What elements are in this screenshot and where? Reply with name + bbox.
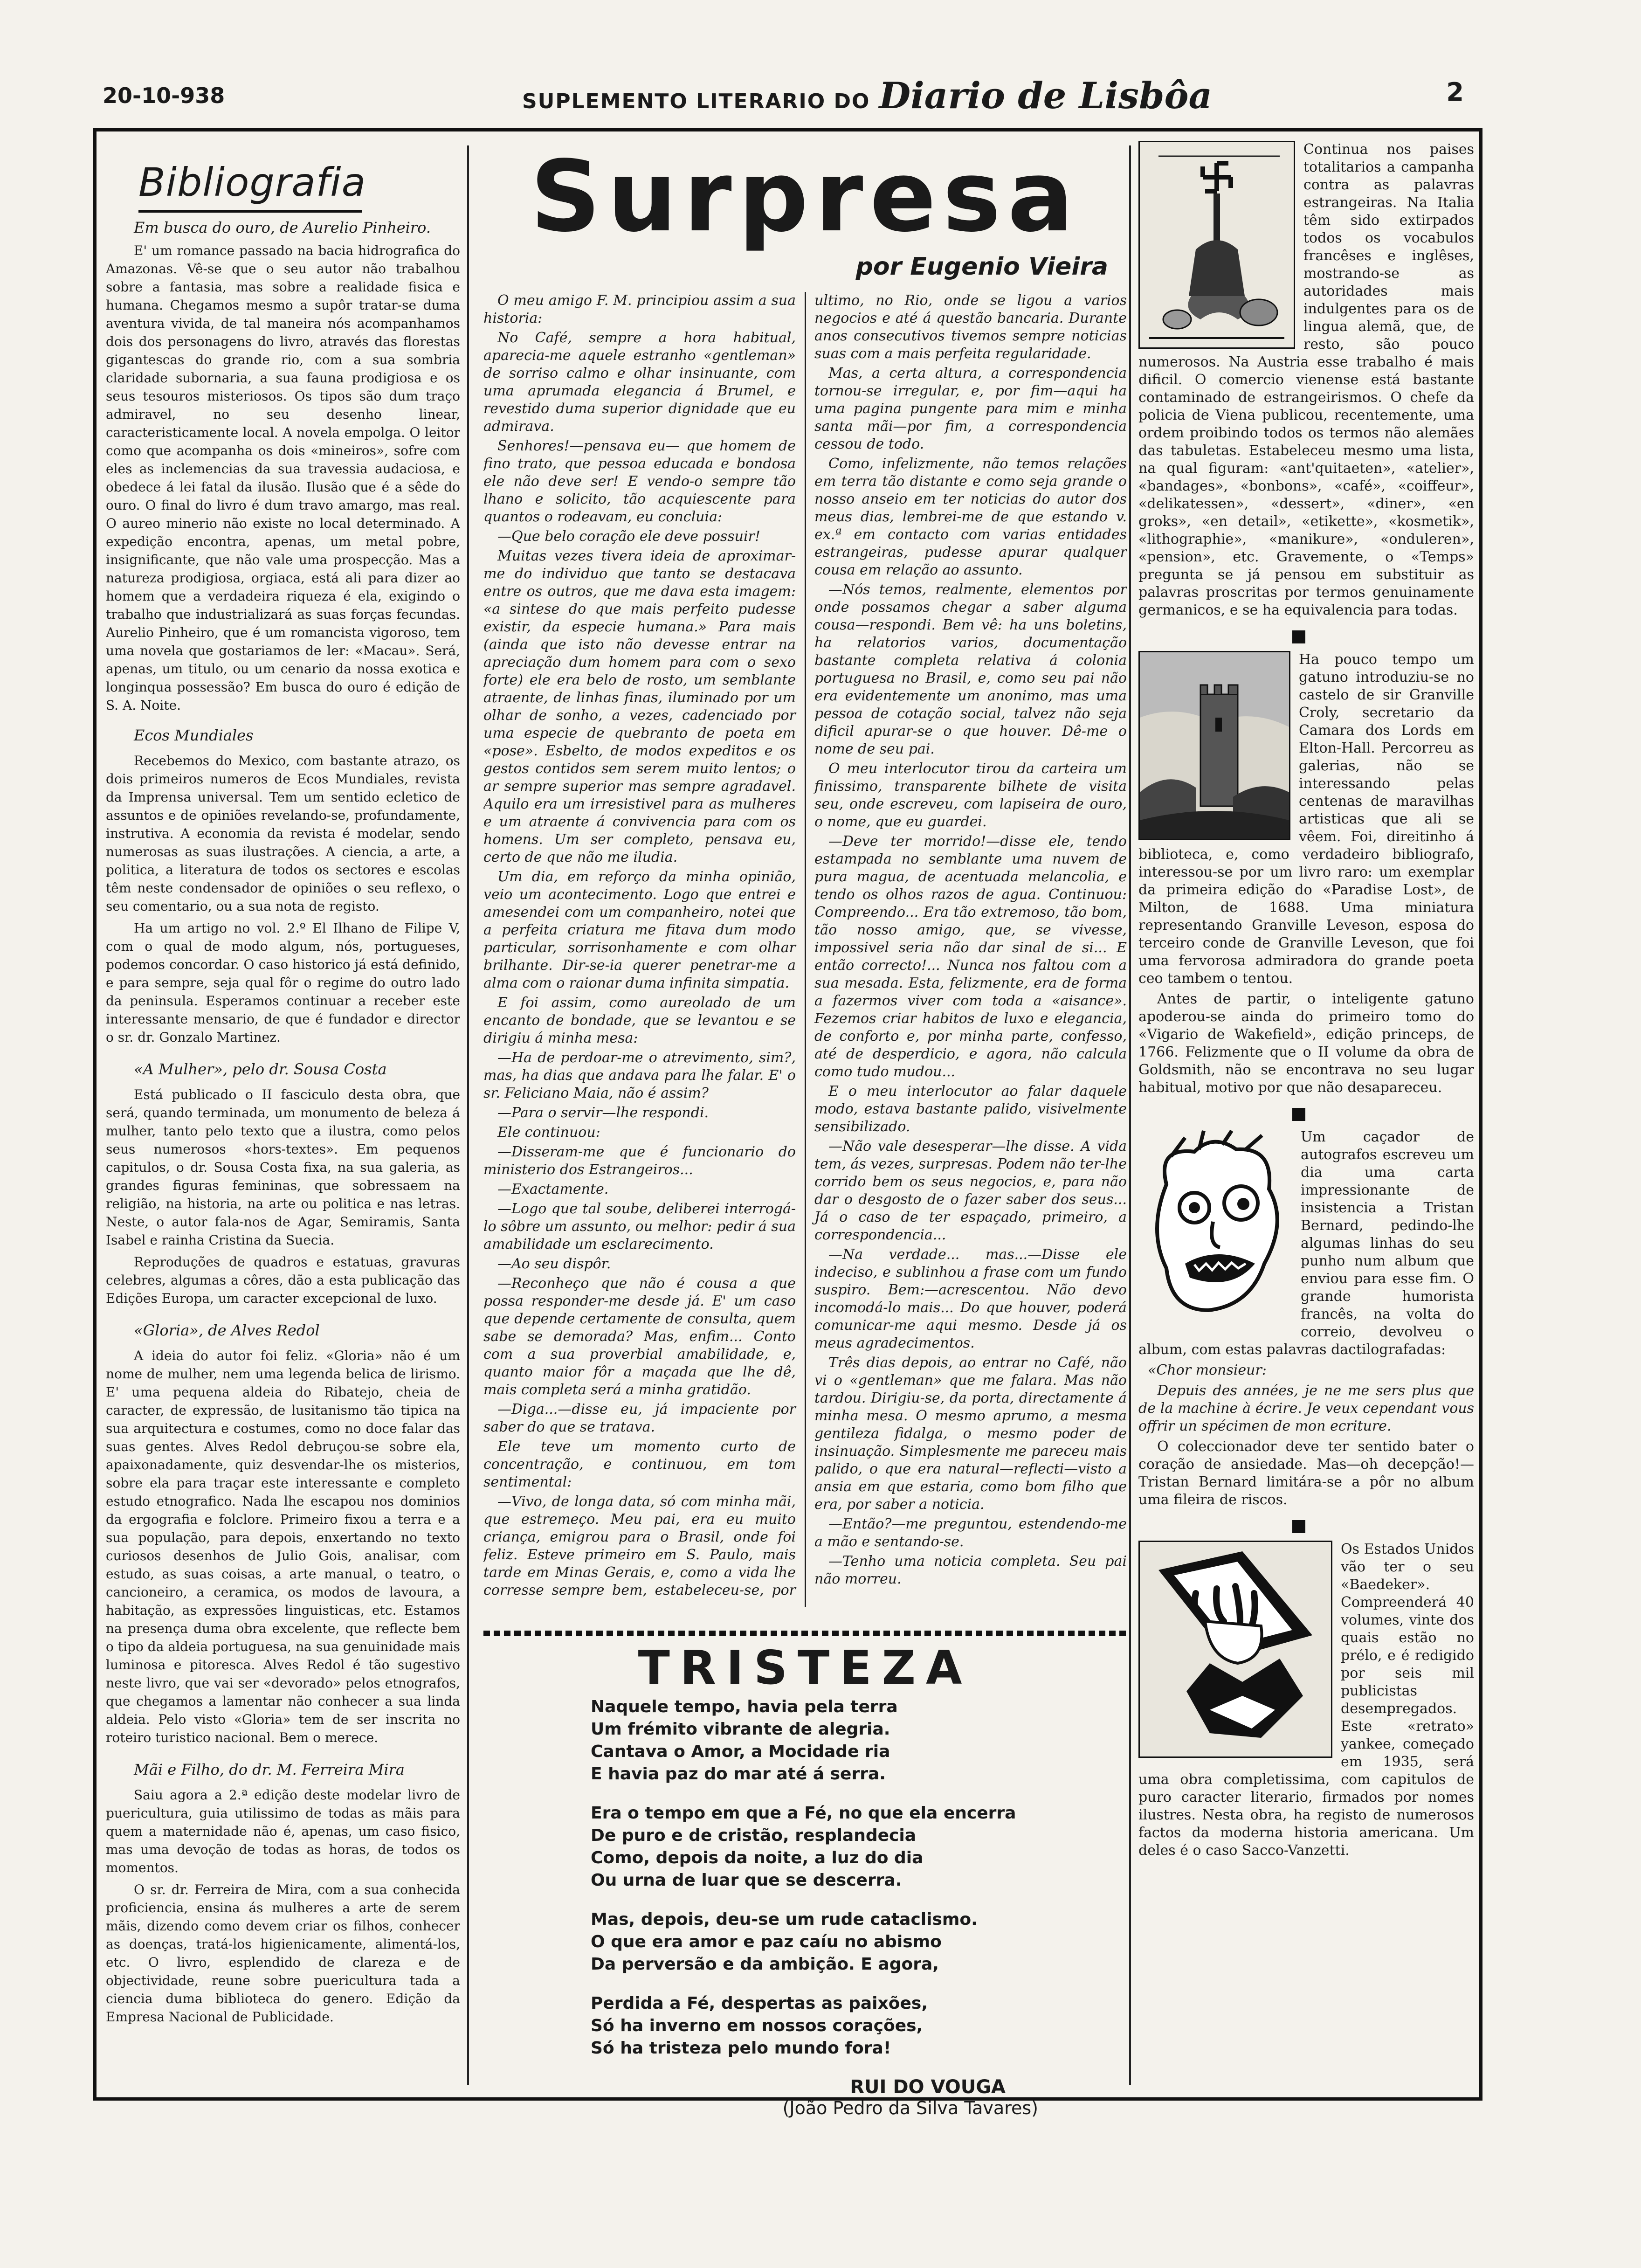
- hands-puppet-icon: [1140, 1542, 1331, 1756]
- article-paragraph: Mas, a certa altura, a correspondencia tornou-se irregular, e, por fim—aqui ha uma pagina pungente para mim e minha santa mãi—por fim, a correspondencia cessou de todo.: [814, 365, 1127, 452]
- note-block: [1138, 651, 1474, 1097]
- review-title: «A Mulher», pelo dr. Sousa Costa: [134, 1060, 387, 1078]
- article-paragraph: —Reconheço que não é cousa a que possa responder-me desde já. E' um caso que depende certamente de consulta, quem sabe se demorada? Mas, enfim... Conto com a sua proverbial amabilidade, e, quanto maior fôr a maçada que lhe dê, mais completa será a minha gratidão.: [483, 1275, 796, 1398]
- poem-line: Era o tempo em que a Fé, no que ela encerra: [591, 1804, 1016, 1823]
- page-number: 2: [1446, 77, 1464, 107]
- poem-line: Ou urna de luar que se descerra.: [591, 1871, 902, 1890]
- swastika-statue-icon: [1140, 142, 1294, 347]
- tristeza-poem: [483, 1640, 1127, 2118]
- square-bullet: [1292, 630, 1305, 643]
- article-paragraph: —Então?—me preguntou, estendendo-me a mão e sentando-se.: [814, 1516, 1127, 1550]
- poem-line: E havia paz do mar até á serra.: [591, 1764, 886, 1784]
- article-body: [483, 292, 1127, 1607]
- note-block: [1138, 1128, 1474, 1509]
- column-rule: [467, 145, 469, 2085]
- article-title: Surpresa: [530, 141, 1080, 254]
- poem-line: Um frémito vibrante de alegria.: [591, 1720, 890, 1739]
- note-paragraph: Continua nos paises totalitarios a campanha contra as palavras estrangeiras. Na Italia têm sido extirpados todos os vocabulos francêses e inglêses, mostrando-se as autoridades mais indulgentes para os de lingua alemã, que, de resto, são pouco numerosos. Na Austria esse trabalho é mais dificil. O comercio vienense está bastante contaminado de estrangeirismos. O chefe da policia de Viena publicou, recentemente, uma ordem proibindo todos os termos não alemães das tabuletas. Estabeleceu mesmo uma lista, na qual figuram: «ant'quitaeten», «atelier», «bandages», «bonbons», «café», «coiffeur», «delikatessen», «dessert», «diner», «en groks», «en detail», «etikette», «kosmetik», «lithographie», «manikure», «onduleren», «pension», etc. Gravemente, o «Temps» pregunta se já pensou em substituir as palavras proscritas por termos genuinamente germanicos, e se ha equivalencia para todas.: [1138, 141, 1474, 618]
- review-paragraph: Está publicado o II fasciculo desta obra, que será, quando terminada, um monumento de beleza á mulher, tanto pelo texto que a ilustra, como pelos seus numerosos «hors-textes». Em pequenos capitulos, o dr. Sousa Costa fixa, na sua galeria, as grandes figuras femininas, que sobressaem na religião, na historia, na arte ou politica e nas letras. Neste, o autor fala-nos de Agar, Semiramis, Santa Isabel e rainha Cristina da Suecia.: [106, 1087, 460, 1248]
- note-quote: «Chor monsieur:: [1148, 1362, 1267, 1378]
- article-paragraph: —Diga...—disse eu, já impaciente por saber do que se tratava.: [483, 1401, 796, 1435]
- review-title: Mãi e Filho, do dr. M. Ferreira Mira: [134, 1761, 405, 1778]
- newspaper-name: Diario de Lisbôa: [879, 75, 1213, 117]
- poem-line: Mas, depois, deu-se um rude cataclismo.: [591, 1910, 978, 1929]
- notes-column: [1138, 141, 1474, 2090]
- review-paragraph: Recebemos do Mexico, com bastante atrazo, os dois primeiros numeros de Ecos Mundiales, revista da Imprensa universal. Tem um sentido ecletico de assuntos e de opiniões revelando-se, profundamente, instrutiva. A economia da revista é modelar, sendo numerosas as suas ilustrações. A ciencia, a arte, a politica, a literatura de todos os sectores e escolas têm neste condensador de opiniões o seu reflexo, o seu comentario, ou a sua nota de registo.: [106, 753, 460, 914]
- article-paragraph: —Deve ter morrido!—disse ele, tendo estampada no semblante uma nuvem de pura magua, de acentuada melancolia, e tendo os olhos razos de agua. Continuou: Compreendo... Era tão extremoso, tão bom, tão nosso amigo, que, se vivesse, impossivel seria não dar sinal de si... E então correcto!... Nunca nos faltou com a sua mesada. Esta, felizmente, era de forma a fazermos viver com toda a «aisance». Fezemos criar habitos de luxo e elegancia, de conforto e, por minha parte, confesso, até de desperdicio, e agora, não calcula como tudo mudou...: [814, 833, 1127, 1080]
- note-paragraph: Ha pouco tempo um gatuno introduziu-se no castelo de sir Granville Croly, secretario da Camara dos Lords em Elton-Hall. Percorreu as galerias, não se interessando pelas centenas de maravilhas artisticas que ali se vêem. Foi, direitinho á biblioteca, e, como verdadeiro bibliografo, interessou-se por um livro raro: um exemplar da primeira edição do «Paradise Lost», de Milton, de 1688. Uma miniatura representando Granville Leveson, esposa do terceiro conde de Granville Leveson, que foi uma fervorosa admiradora do grande poeta ceo tambem o tentou.: [1138, 651, 1474, 987]
- review-paragraph: Reproduções de quadros e estatuas, gravuras celebres, algumas a côres, dão a esta publicação das Edições Europa, um caracter excepcional de luxo.: [106, 1254, 460, 1306]
- article-paragraph: —Tenho uma noticia completa. Seu pai não morreu.: [814, 1553, 1127, 1587]
- article-paragraph: —Disseram-me que é funcionario do ministerio dos Estrangeiros...: [483, 1144, 796, 1178]
- caricature-face-icon: [1138, 1128, 1292, 1324]
- article-paragraph: No Café, sempre a hora habitual, aparecia-me aquele estranho «gentleman» de sorriso calmo e olhar insinuante, com uma aprumada elegancia á Brumel, e revestido duma superior dignidade que eu admirava.: [483, 330, 796, 435]
- surpresa-article: [483, 141, 1127, 1624]
- poem-line: Só ha inverno em nossos corações,: [591, 2016, 923, 2035]
- caricature-illustration: [1138, 1128, 1292, 1324]
- article-paragraph: Senhores!—pensava eu— que homem de fino trato, que pessoa educada e bondosa ele não deve ser! E vendo-o sempre tão lhano e solicito, tão acquiescente para quantos o rodeavam, eu concluia:: [483, 438, 796, 525]
- article-paragraph: —Para o servir—lhe respondi.: [497, 1105, 709, 1121]
- article-paragraph: —Ao seu dispôr.: [497, 1256, 611, 1272]
- poem-title: TRISTEZA: [638, 1640, 972, 1695]
- note-paragraph: Um caçador de autografos escreveu um dia uma carta impressionante de insistencia a Tristan Bernard, pedindo-lhe algumas linhas do seu punho num album que enviou para esse fim. O grande humorista francês, na volta do correio, devolveu o album, com estas palavras dactilografadas:: [1138, 1129, 1474, 1358]
- article-paragraph: O meu interlocutor tirou da carteira um finissimo, transparente bilhete de visita seu, onde escreveu, com lapiseira de ouro, o nome, que eu guardei.: [814, 761, 1127, 830]
- masthead: [84, 70, 1473, 131]
- review-paragraph: A ideia do autor foi feliz. «Gloria» não é um nome de mulher, nem uma legenda belica de lirismo. E' uma pequena aldeia do Ribatejo, cheia de caracter, de expressão, de lusitanismo tão tipica na sua arquitectura e costumes, como no doce falar das suas gentes. Alves Redol debruçou-se sobre ela, apaixonadamente, quiz desvendar-lhe os misterios, sobre ela para traçar este interessante e completo estudo etnografico. Nada lhe escapou nos dominios da ergografia e folclore. Primeiro fixou a terra e a sua população, para depois, enxertando no texto curiosos desenhos de Julio Gois, analisar, com estudo, as suas coisas, a arte manual, o teatro, o cancioneiro, a ceramica, os modos de lavoura, a habitação, as expressões linguisticas, etc. Estamos na presença duma obra excelente, que reflecte bem o tipo da aldeia portuguesa, na sua genuinidade mais luminosa e pitoresca. Alves Redol é tão sugestivo neste livro, que vai ser «devorado» pelos etnografos, que chegamos a lamentar não conhecer a sua linda aldeia. Pelo visto «Gloria» tem de ser inscrita no roteiro turistico nacional. Bem o merece.: [106, 1348, 460, 1745]
- article-paragraph: —Na verdade... mas...—Disse ele indeciso, e sublinhou a frase com um fundo suspiro. Bem:—acrescentou. Não devo incomodá-lo mais... Do que houver, poderá comunicar-me aqui mesmo. Desde já os meus agradecimentos.: [814, 1246, 1127, 1351]
- poem-line: De puro e de cristão, resplandecia: [591, 1826, 917, 1845]
- article-paragraph: —Não vale desesperar—lhe disse. A vida tem, ás vezes, surpresas. Podem não ter-lhe corrido bem os seus negocios, e, para não dar o desgosto de o fazer saber dos seus... Já o caso de ter espaçado, primeiro, a correspondencia...: [814, 1138, 1127, 1243]
- article-paragraph: —Ha de perdoar-me o atrevimento, sim?, mas, ha dias que andava para lhe falar. E' o sr. Feliciano Maia, não é assim?: [483, 1050, 796, 1101]
- dotted-separator: [483, 1631, 1127, 1636]
- article-paragraph: —Vivo, de longa data, só com minha mãi, que estremeço. Meu pai, era eu muito criança, emigrou para o Brasil, onde foi feliz. Esteve primeiro em S. Paulo, mais tarde em Minas Gerais, e, como a vida lhe corresse sempre bem, estabeleceu-se, por ultimo, no Rio, onde se ligou a varios negocios e até á questão bancaria. Durante anos consecutivos tivemos sempre noticias suas com a mais perfeita regularidade.: [483, 292, 1127, 1598]
- note-block: [1138, 141, 1474, 619]
- supplement-label: SUPLEMENTO LITERARIO DO: [522, 90, 870, 113]
- poem-line: Como, depois da noite, a luz do dia: [591, 1848, 924, 1867]
- castle-illustration: [1138, 651, 1290, 840]
- article-paragraph: Três dias depois, ao entrar no Café, não vi o «gentleman» que me falara. Mas não tardou. Dirigiu-se, da porta, directamente á minha mesa. O mesmo aprumo, a mesma gentileza fidalga, o mesmo poder de insinuação. Simplesmente me pareceu mais palido, o que era natural—reflecti—visto a ansia em que estaria, como bom filho que era, por saber a noticia.: [814, 1355, 1127, 1513]
- poem-stanza: [591, 1696, 1127, 1785]
- poem-line: Da perversão e da ambição. E agora,: [591, 1955, 939, 1974]
- note-paragraph: O coleccionador deve ter sentido bater o coração de ansiedade. Mas—oh decepção!—Tristan Bernard limitára-se a pôr no album uma fileira de riscos.: [1138, 1438, 1474, 1508]
- note-paragraph: Antes de partir, o inteligente gatuno apoderou-se ainda do primeiro tomo do «Vigario de Wakefield», edição princeps, de 1766. Felizmente que o II volume da obra de Goldsmith, não se encontrava no seu lugar habitual, motivo por que não desapareceu.: [1138, 991, 1474, 1096]
- article-paragraph: Ele teve um momento curto de concentração, e continuou, em tom sentimental:: [483, 1438, 796, 1490]
- article-paragraph: E foi assim, como aureolado de um encanto de bondade, que se levantou e se dirigiu á minha mesa:: [483, 995, 796, 1046]
- poem-stanza: [591, 1908, 1127, 1976]
- note-block: [1138, 1541, 1474, 1860]
- bibliografia-column: [106, 141, 460, 2090]
- poem-line: Perdida a Fé, despertas as paixões,: [591, 1994, 928, 2013]
- article-paragraph: Um dia, em reforço da minha opinião, veio um acontecimento. Logo que entrei e amesendei com um companheiro, notei que a perfeita criatura me fitava dum modo particular, sorrisonhamente e com olhar brilhante. Dir-se-ia querer penetrar-me a alma com o raionar duma infinita simpatia.: [483, 869, 796, 991]
- article-paragraph: —Que belo coração ele deve possuir!: [497, 528, 760, 545]
- note-quote: Depuis des années, je ne me sers plus que de la machine à écrire. Je veux cependant vous offrir un spécimen de mon ecriture.: [1138, 1383, 1474, 1434]
- poem-line: Cantava o Amor, a Mocidade ria: [591, 1742, 890, 1761]
- article-paragraph: Muitas vezes tivera ideia de aproximar-me do individuo que tanto se destacava entre os outros, que me dava esta imagem: «a sintese do que mais perfeito pudesse existir, da especie humana.» Para mais (ainda que isto não devesse entrar na apreciação dum homem para com o sexo forte) ele era belo de rosto, um semblante atraente, de linhas finas, iluminado por um olhar de sonho, a vezes, cadenciado por uma especie de quebranto de poeta em «pose». Esbelto, de modos expeditos e os gestos contidos sem serem muito lentos; o ar sempre superior mas sempre agradavel. Aquilo era um irresistivel para as mulheres e um atraente á convivencia para com os homens. Um ser completo, pensava eu, certo de que não me iludia.: [483, 548, 796, 865]
- poem-stanza: [591, 1992, 1127, 2060]
- poem-line: Só ha tristeza pelo mundo fora!: [591, 2039, 891, 2058]
- article-byline: por Eugenio Vieira: [855, 253, 1108, 281]
- poem-stanzas: [483, 1696, 1127, 2060]
- poem-author: RUI DO VOUGA: [850, 2076, 1006, 2098]
- note-paragraph: Os Estados Unidos vão ter o seu «Baedeker». Compreenderá 40 volumes, vinte dos quais estão no prélo, e é redigido por seis mil publicistas desempregados. Este «retrato» yankee, começado em 1935, será uma obra completissima, com capitulos de puro caracter literario, firmados por nomes ilustres. Nesta obra, ha registo de numerosos factos da moderna historia americana. Um deles é o caso Sacco-Vanzetti.: [1138, 1541, 1474, 1859]
- review-paragraph: Ha um artigo no vol. 2.º El Ilhano de Filipe V, com o qual de modo algum, nós, portugueses, podemos concordar. O caso historico já está definido, e para sempre, seja qual fôr o regime do outro lado da peninsula. Esperamos continuar a receber este interessante mensario, de que é fundador e director o sr. dr. Gonzalo Martinez.: [106, 920, 460, 1045]
- review-paragraph: Saiu agora a 2.ª edição deste modelar livro de puericultura, guia utilissimo de todas as mãis para quem a maternidade não é, apenas, um caso fisico, mas uma devoção de todas as horas, de todos os momentos.: [106, 1787, 460, 1875]
- poem-line: Naquele tempo, havia pela terra: [591, 1697, 898, 1716]
- article-paragraph: E o meu interlocutor ao falar daquele modo, estava bastante palido, visivelmente sensibilizado.: [814, 1083, 1127, 1135]
- article-paragraph: —Nós temos, realmente, elementos por onde possamos chegar a saber alguma cousa—respondi. Bem vê: ha uns boletins, ha relatorios varios, documentação bastante completa relativa á colonia portuguesa no Brasil, e, como seu pai não era evidentemente um anonimo, mas uma pessoa de cotação social, talvez não seja dificil apurar-se o que houver. Dê-me o nome de seu pai.: [814, 581, 1127, 757]
- review-title: Ecos Mundiales: [134, 726, 254, 744]
- column-rule: [1129, 145, 1131, 2085]
- review-paragraph: O sr. dr. Ferreira de Mira, com a sua conhecida proficiencia, ensina ás mulheres a arte de serem mãis, dizendo como devem criar os filhos, conhecer as doenças, tratá-los higienicamente, alimentá-los, etc. O livro, esplendido de clareza e de objectividade, reune sobre puericultura tada a ciencia duma biblioteca do genero. Edição da Empresa Nacional de Publicidade.: [106, 1882, 460, 2025]
- bibliografia-heading: Bibliografia: [138, 159, 362, 213]
- poem-stanza: [591, 1802, 1127, 1892]
- article-paragraph: Ele continuou:: [497, 1124, 600, 1141]
- review-paragraph: E' um romance passado na bacia hidrografica do Amazonas. Vê-se que o seu autor não trabalhou sobre a fantasia, mas sobre a realidade fisica e humana. Chegamos mesmo a supôr tratar-se duma aventura vivida, de tal maneira nós acompanhamos dois dos personagens do livro, através das florestas gigantescas do grande rio, com a sua sombria claridade subornaria, a sua fauna prodigiosa e os seus tesouros misteriosos. Os tipos são dum traço admiravel, no seu desenho linear, caracteristicamente local. A novela empolga. O leitor como que acompanha os dois «mineiros», sofre com eles as inclemencias da sua travessia audaciosa, e obedece á lei fatal da ilusão. Ilusão que é a sêde do ouro. O final do livro é dum travo amargo, mas real. O aureo minerio não existe no local determinado. A expedição encontra, apenas, um metal pobre, insignificante, que não vale uma prospecção. Mas a natureza prodigiosa, orgiaca, está ali para dizer ao homem que a verdadeira riqueza é ela, exigindo o trabalho que industrializará as suas forças fecundas. Aurelio Pinheiro, que é um romancista vigoroso, tem uma novela que gostariamos de ler: «Macau». Será, apenas, um titulo, ou um cenario da nossa exotica e longinqua possessão? Em busca do ouro é edição de S. A. Noite.: [106, 243, 460, 713]
- square-bullet: [1292, 1520, 1305, 1533]
- poem-author-real-name: (João Pedro da Silva Tavares): [782, 2098, 1038, 2118]
- masthead-title: [494, 75, 1240, 117]
- article-paragraph: —Exactamente.: [497, 1181, 609, 1197]
- review-title: «Gloria», de Alves Redol: [134, 1321, 320, 1339]
- article-paragraph: Como, infelizmente, não temos relações em terra tão distante e como seja grande o nosso anseio em ter noticias do autor dos meus dias, lembrei-me de que estando v. ex.ª em contacto com varias entidades estrangeiras, pudesse apurar qualquer cousa em relação ao assunto.: [814, 456, 1127, 578]
- article-paragraph: —Logo que tal soube, deliberei interrogá-lo sôbre um assunto, ou melhor: pedir á sua amabilidade um esclarecimento.: [483, 1201, 796, 1252]
- article-paragraph: O meu amigo F. M. principiou assim a sua historia:: [483, 292, 796, 326]
- poem-line: O que era amor e paz caíu no abismo: [591, 1932, 942, 1951]
- review-title: Em busca do ouro, de Aurelio Pinheiro.: [134, 219, 431, 236]
- hands-illustration: [1138, 1541, 1332, 1758]
- issue-date: 20-10-938: [103, 83, 225, 108]
- castle-icon: [1140, 652, 1289, 839]
- square-bullet: [1292, 1108, 1305, 1121]
- page-frame: [93, 128, 1482, 2118]
- statue-illustration: [1138, 141, 1295, 349]
